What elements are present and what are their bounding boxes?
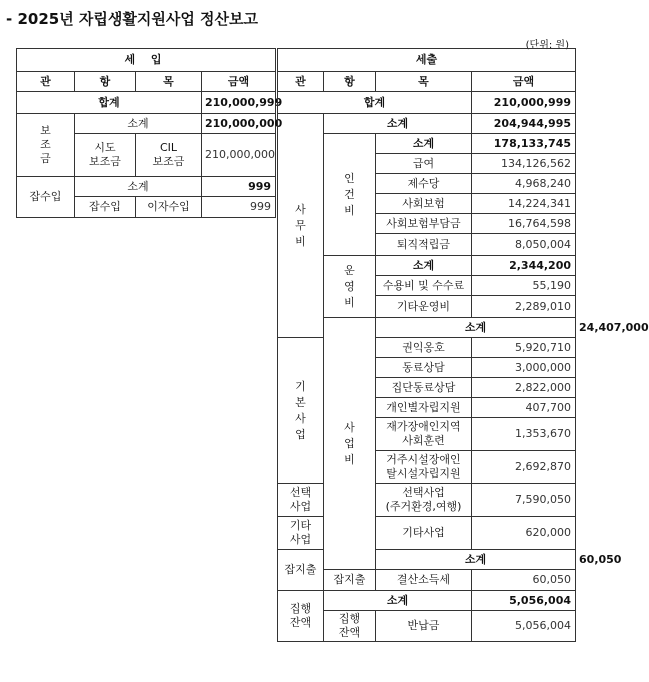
expense-misc-value: 60,050: [472, 570, 576, 591]
expense-mok: 재가장애인지역 사회훈련: [376, 418, 472, 451]
expense-optional-hang: 선택 사업: [278, 484, 324, 517]
expense-value: 16,764,598: [472, 214, 576, 234]
income-total-label: 합계: [17, 92, 202, 114]
expense-mok: 제수당: [376, 174, 472, 194]
income-subsidy-mok: CIL 보조금: [136, 134, 202, 177]
income-misc-mok: 이자수입: [136, 197, 202, 218]
expense-value: 2,692,870: [472, 451, 576, 484]
income-subsidy-gwan: 보 조 금: [17, 114, 75, 177]
expense-other-hang: 기타 사업: [278, 517, 324, 550]
expense-operation-hang: 운 영 비: [324, 256, 376, 318]
expense-value: 3,000,000: [472, 358, 576, 378]
expense-other-mok: 기타사업: [376, 517, 472, 550]
expense-misc-hang: 잡지출: [324, 570, 376, 591]
income-subsidy-value: 210,000,000: [202, 134, 276, 177]
expense-misc-mok: 결산소득세: [376, 570, 472, 591]
income-header: 세 입: [17, 49, 276, 72]
expense-mok: 개인별자립지원: [376, 398, 472, 418]
unit-label: (단위: 원): [525, 40, 569, 51]
col-hang: 항: [324, 72, 376, 92]
expense-mok: 동료상담: [376, 358, 472, 378]
expense-value: 2,289,010: [472, 296, 576, 318]
expense-mok: 기타운영비: [376, 296, 472, 318]
income-misc-gwan: 잡수입: [17, 177, 75, 218]
income-subsidy-subtotal-value: 210,000,000: [202, 114, 276, 134]
expense-total-value: 210,000,999: [472, 92, 576, 114]
expense-balance-gwan: 집행 잔액: [278, 591, 324, 642]
col-amount: 금액: [202, 72, 276, 92]
expense-mok: 권익옹호: [376, 338, 472, 358]
expense-personnel-subtotal-value: 178,133,745: [472, 134, 576, 154]
income-misc-value: 999: [202, 197, 276, 218]
expense-header: 세출: [278, 49, 576, 72]
expense-value: 1,353,670: [472, 418, 576, 451]
expense-mok: 퇴직적립금: [376, 234, 472, 256]
expense-mok: 급여: [376, 154, 472, 174]
expense-mok: 사회보험부담금: [376, 214, 472, 234]
expense-value: 5,920,710: [472, 338, 576, 358]
expense-value: 2,822,000: [472, 378, 576, 398]
expense-mok: 집단동료상담: [376, 378, 472, 398]
page-title: - 2025년 자립생활지원사업 정산보고: [6, 10, 259, 28]
expense-mok: 수용비 및 수수료: [376, 276, 472, 296]
expense-balance-subtotal-value: 5,056,004: [472, 591, 576, 611]
expense-balance-subtotal-label: 소계: [324, 591, 472, 611]
expense-misc-gwan: 잡지출: [278, 550, 324, 591]
expense-mok: 거주시설장애인 탈시설자립지원: [376, 451, 472, 484]
expense-value: 4,968,240: [472, 174, 576, 194]
expense-mok: 사회보험: [376, 194, 472, 214]
col-amount: 금액: [472, 72, 576, 92]
expense-optional-value: 7,590,050: [472, 484, 576, 517]
expense-value: 14,224,341: [472, 194, 576, 214]
expense-office-subtotal-label: 소계: [324, 114, 472, 134]
expense-personnel-subtotal-label: 소계: [376, 134, 472, 154]
expense-value: 55,190: [472, 276, 576, 296]
expense-optional-mok: 선택사업 (주거환경,여행): [376, 484, 472, 517]
income-subsidy-hang: 시도 보조금: [75, 134, 136, 177]
expense-value: 8,050,004: [472, 234, 576, 256]
expense-project-gwan: 사 업 비: [324, 318, 376, 570]
expense-personnel-hang: 인 건 비: [324, 134, 376, 256]
expense-operation-subtotal-value: 2,344,200: [472, 256, 576, 276]
col-hang: 항: [75, 72, 136, 92]
expense-project-subtotal-label: 소계: [376, 318, 576, 338]
income-misc-hang: 잡수입: [75, 197, 136, 218]
expense-value: 407,700: [472, 398, 576, 418]
expense-value: 134,126,562: [472, 154, 576, 174]
expense-balance-hang: 집행 잔액: [324, 611, 376, 642]
income-subsidy-subtotal-label: 소계: [75, 114, 202, 134]
expense-total-label: 합계: [278, 92, 472, 114]
income-total-value: 210,000,999: [202, 92, 276, 114]
expense-balance-mok: 반납금: [376, 611, 472, 642]
expense-office-gwan: 사 무 비: [278, 114, 324, 338]
col-gwan: 관: [278, 72, 324, 92]
expense-table: 세출 관 항 목 금액 합계 210,000,999 사 무 비 소계 204,944,995 인 건 비 소계 178,133,745 급여 134,126,562 제수당 4,968,240 사회보험 14,224,341 사회보험부담금 16,764,598 퇴직적립금 8,050,004 운 영 비 소계 2,344,200 수용비 및 수수료 55,190 기타운영비 2,289,010 사 업 비 소계 24,407,000 기 본 사 업 권익옹호 5,920,710 동료상담 3,000,000 집단동료상담 2,822,000 개인별자립지원 407,700 재가장애인지역 사회훈련 1,353,670 거주시설장애인 탈시설자립지원 2,692,870 선택 사업 선택사업 (주거환경,여행) 7,590,050 기타 사업 기타사업 620,000 잡지출 소계 60,050 잡지출 결산소득세 60,050 집행 잔액 소계 5,056,004 집행 잔액 반납금 5,056,004: [277, 48, 576, 642]
col-mok: 목: [136, 72, 202, 92]
expense-balance-value: 5,056,004: [472, 611, 576, 642]
col-gwan: 관: [17, 72, 75, 92]
income-misc-subtotal-label: 소계: [75, 177, 202, 197]
expense-basic-hang: 기 본 사 업: [278, 338, 324, 484]
income-misc-subtotal-value: 999: [202, 177, 276, 197]
income-table: [16, 48, 283, 218]
expense-office-subtotal-value: 204,944,995: [472, 114, 576, 134]
expense-other-value: 620,000: [472, 517, 576, 550]
expense-operation-subtotal-label: 소계: [376, 256, 472, 276]
expense-misc-subtotal-label: 소계: [376, 550, 576, 570]
col-mok: 목: [376, 72, 472, 92]
